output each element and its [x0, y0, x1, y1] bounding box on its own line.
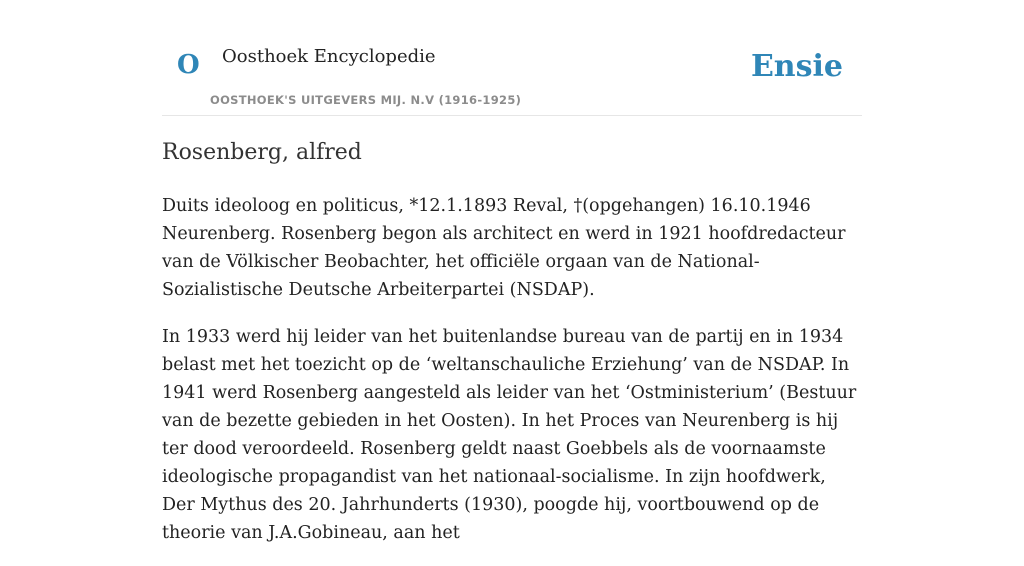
entry-body: [162, 192, 862, 566]
entry-title: Rosenberg, alfred: [162, 140, 362, 165]
site-title[interactable]: Oosthoek Encyclopedie: [222, 46, 436, 67]
brand-logo[interactable]: Ensie: [750, 49, 843, 84]
logo-icon[interactable]: O: [177, 50, 200, 80]
entry-paragraph-1: Duits ideoloog en politicus, *12.1.1893 Reval, †(opgehangen) 16.10.1946 Neurenberg. Rosenberg begon als architect en werd in 1921 hoofdredacteur van de Völkischer Beobachter, het officiële orgaan van de National-Sozialistische Deutsche Arbeiterpartei (NSDAP).: [162, 196, 846, 300]
entry-paragraph-2: In 1933 werd hij leider van het buitenlandse bureau van de partij en in 1934 belast met het toezicht op de ‘weltanschauliche Erziehung’ van de NSDAP. In 1941 werd Rosenberg aangesteld als leider van het ‘Ostministerium’ (Bestuur van de bezette gebieden in het Oosten). In het Proces van Neurenberg is hij ter dood veroordeeld. Rosenberg geldt naast Goebbels als de voornaamste ideologische propagandist van het nationaal-socialisme. In zijn hoofdwerk, Der Mythus des 20. Jahrhunderts (1930), poogde hij, voortbouwend op de theorie van J.A.Gobineau, aan het: [162, 327, 857, 543]
site-header: [162, 0, 862, 116]
content-container: [162, 0, 862, 543]
site-subtitle: OOSTHOEK'S UITGEVERS MIJ. N.V (1916-1925): [210, 93, 522, 107]
